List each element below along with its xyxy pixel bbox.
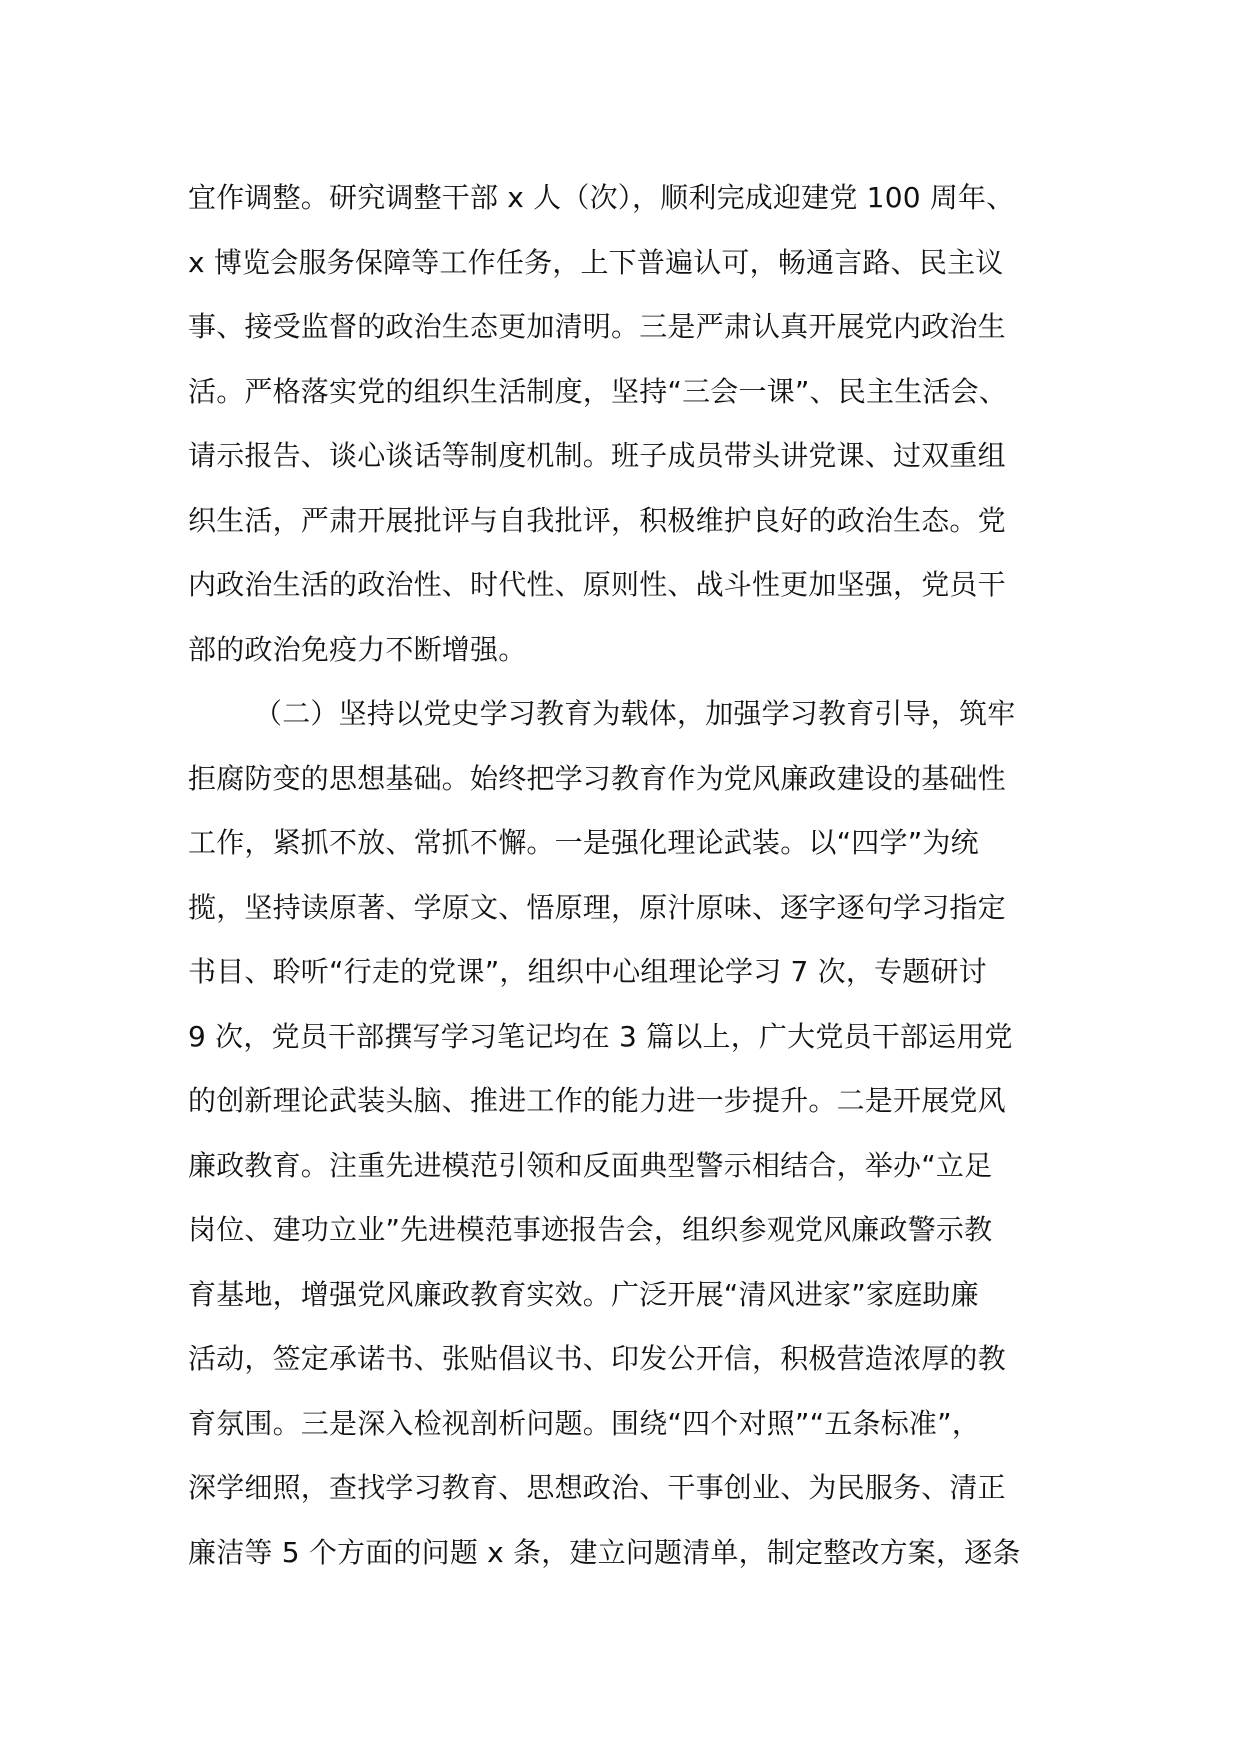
text-line: 廉洁等 5 个方面的问题 x 条，建立问题清单，制定整改方案，逐条	[188, 1535, 1021, 1569]
text-line: 活。严格落实党的组织生活制度，坚持“三会一课”、民主生活会、	[188, 374, 1008, 408]
text-line: 9 次，党员干部撰写学习笔记均在 3 篇以上，广大党员干部运用党	[188, 1019, 1013, 1053]
text-line: 书目、聆听“行走的党课”，组织中心组理论学习 7 次，专题研讨	[188, 955, 987, 988]
text-line: 育氛围。三是深入检视剖析问题。围绕“四个对照”“五条标准”，	[188, 1406, 981, 1440]
text-line: 岗位、建功立业”先进模范事迹报告会，组织参观党风廉政警示教	[188, 1213, 993, 1246]
text-line: 廉政教育。注重先进模范引领和反面典型警示相结合，举办“立足	[188, 1148, 993, 1182]
text-line: 宜作调整。研究调整干部 x 人（次），顺利完成迎建党 100 周年、	[188, 181, 1015, 214]
text-line: 织生活，严肃开展批评与自我批评，积极维护良好的政治生态。党	[188, 503, 1006, 537]
text-line: 揽，坚持读原著、学原文、悟原理，原汁原味、逐字逐句学习指定	[188, 890, 1006, 924]
text-line: 部的政治免疫力不断增强。	[188, 632, 527, 666]
text-line: 育基地，增强党风廉政教育实效。广泛开展“清风进家”家庭助廉	[188, 1277, 979, 1311]
text-line: x 博览会服务保障等工作任务，上下普遍认可，畅通言路、民主议	[188, 245, 1004, 279]
text-line: 活动，签定承诺书、张贴倡议书、印发公开信，积极营造浓厚的教	[188, 1342, 1006, 1375]
text-line: 请示报告、谈心谈话等制度机制。班子成员带头讲党课、过双重组	[188, 439, 1006, 472]
section-heading-line: （二）坚持以党史学习教育为载体，加强学习教育引导，筑牢	[254, 697, 1016, 730]
text-line: 事、接受监督的政治生态更加清明。三是严肃认真开展党内政治生	[188, 310, 1006, 343]
text-line: 深学细照，查找学习教育、思想政治、干事创业、为民服务、清正	[188, 1471, 1006, 1504]
text-line: 工作，紧抓不放、常抓不懈。一是强化理论武装。以“四学”为统	[188, 826, 979, 859]
text-line: 内政治生活的政治性、时代性、原则性、战斗性更加坚强，党员干	[188, 568, 1006, 601]
text-line: 的创新理论武装头脑、推进工作的能力进一步提升。二是开展党风	[188, 1084, 1006, 1117]
text-line: 拒腐防变的思想基础。始终把学习教育作为党风廉政建设的基础性	[188, 761, 1006, 795]
body-text	[188, 166, 1078, 1585]
